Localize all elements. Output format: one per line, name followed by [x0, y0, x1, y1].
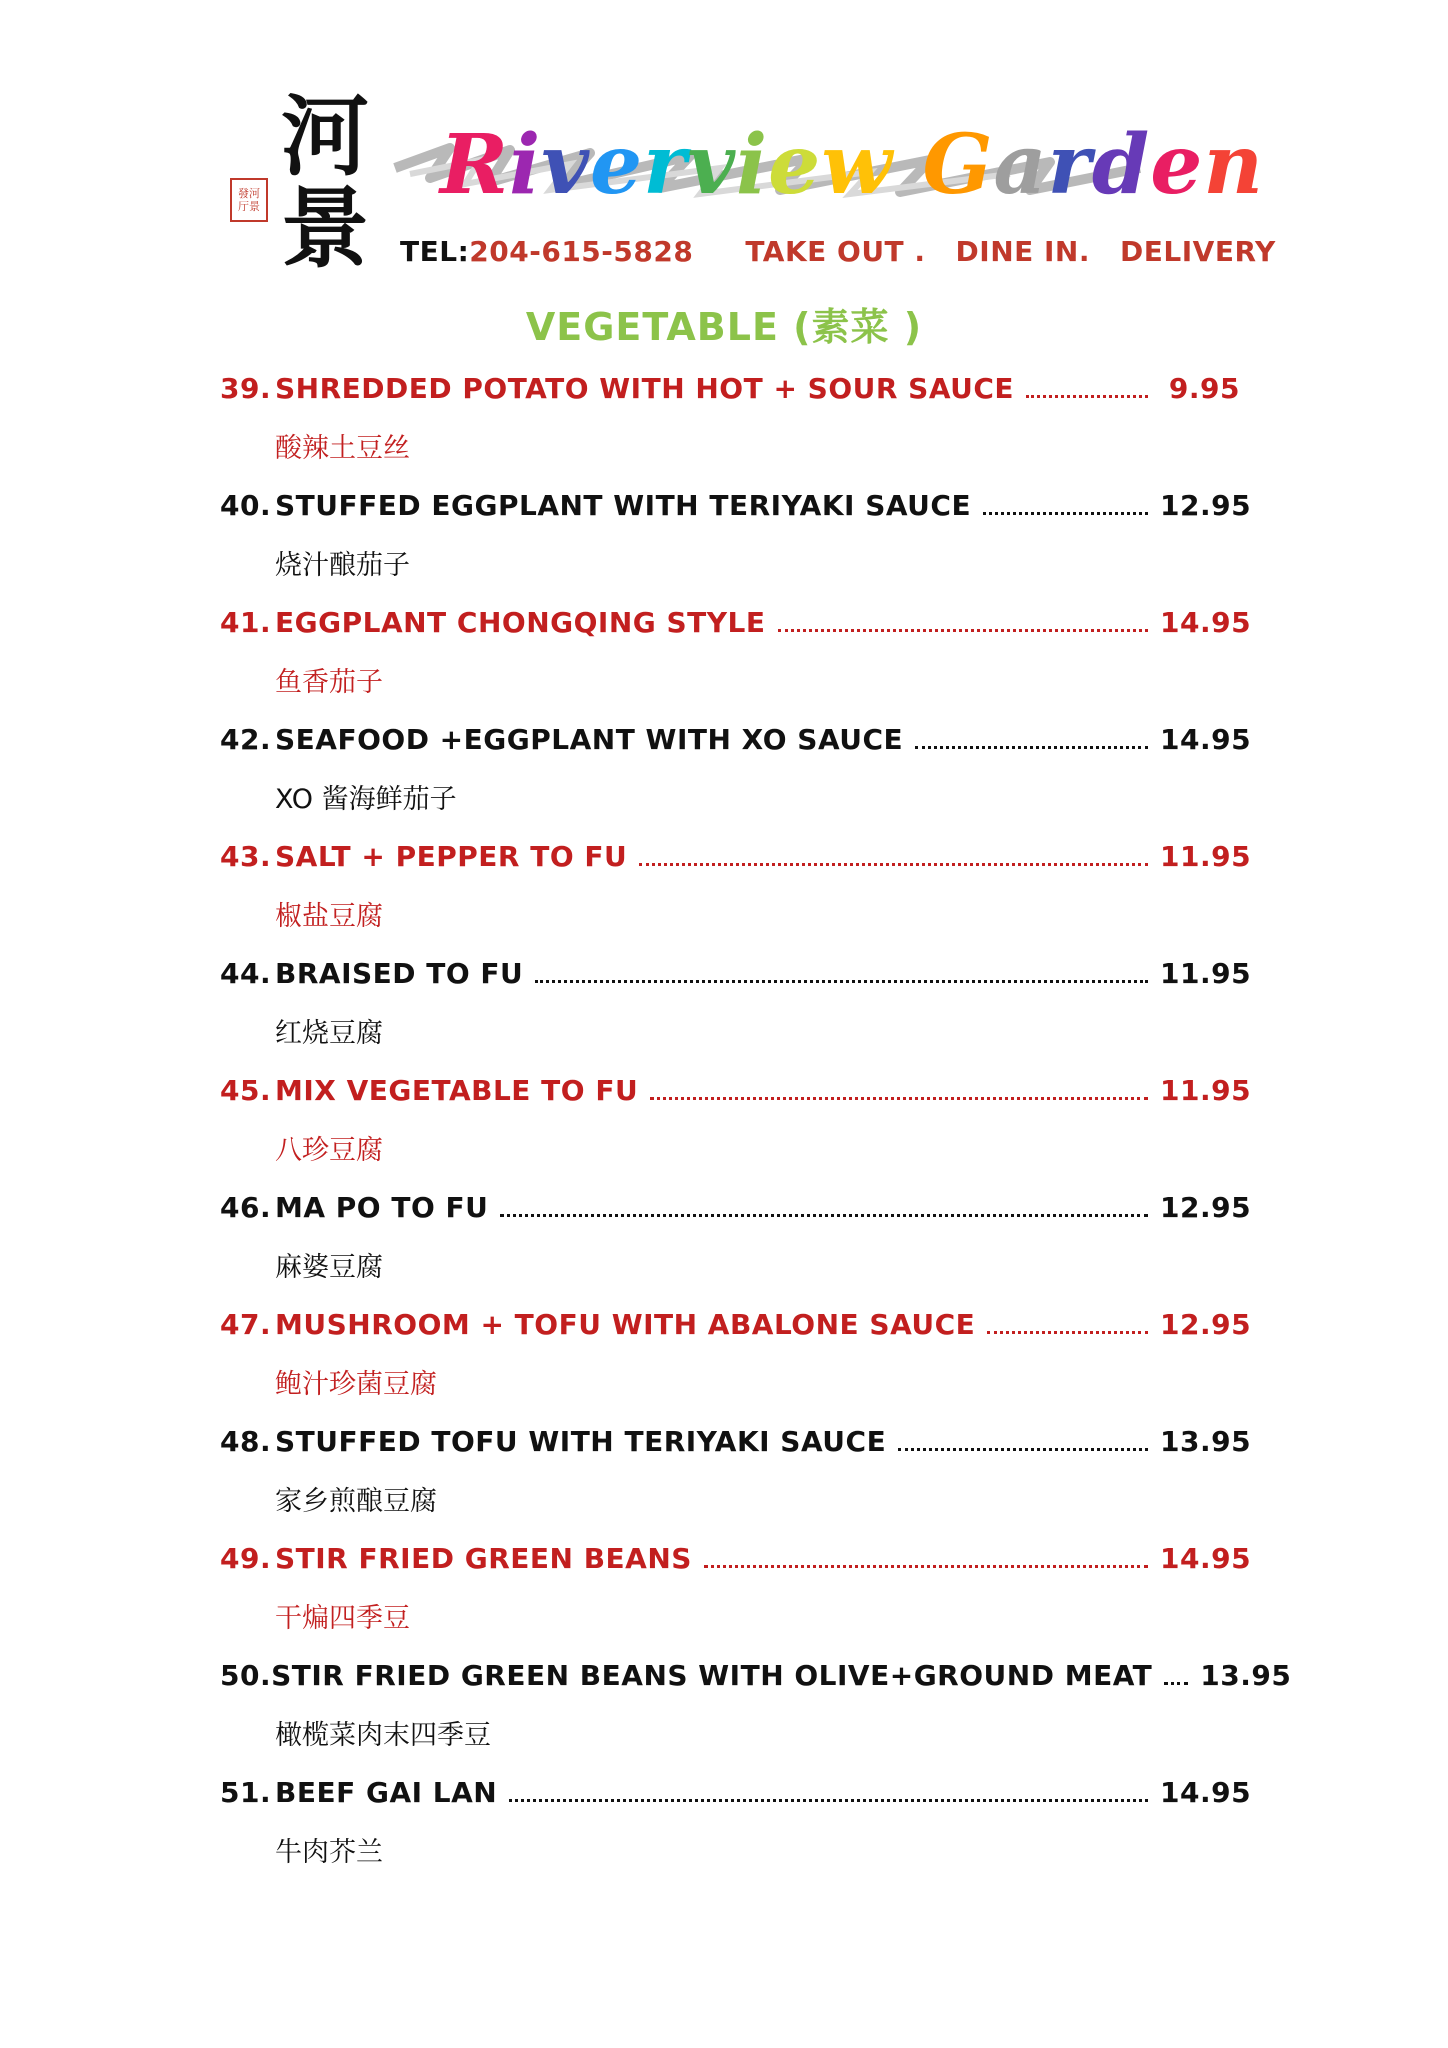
menu-item[interactable] [220, 372, 1240, 489]
brand-letter: w [821, 117, 893, 213]
menu-item-line [220, 840, 1252, 880]
item-price: 12.95 [1160, 1191, 1252, 1224]
item-chinese-name: XO 酱海鲜茄子 [275, 784, 457, 815]
brand-letter: i [509, 117, 542, 213]
item-number: 50. [220, 1659, 272, 1692]
item-price: 13.95 [1200, 1659, 1292, 1692]
item-chinese-name: 八珍豆腐 [275, 1135, 383, 1166]
dot-leader [898, 1448, 1148, 1451]
brand-letter: v [687, 117, 736, 213]
item-name: STUFFED EGGPLANT WITH TERIYAKI SAUCE [275, 489, 972, 522]
brand-logo [390, 110, 1264, 220]
item-price: 11.95 [1160, 957, 1252, 990]
menu-item-line [220, 1074, 1252, 1114]
item-number: 43. [220, 840, 272, 873]
menu-item-line [220, 723, 1252, 763]
menu-item-line [220, 1542, 1252, 1582]
menu-item[interactable] [220, 723, 1252, 840]
brand-letter: e [768, 117, 822, 213]
brand-letter: a [993, 117, 1048, 213]
dot-leader [639, 863, 1148, 866]
dot-leader [704, 1565, 1148, 1568]
item-name: STUFFED TOFU WITH TERIYAKI SAUCE [275, 1425, 887, 1458]
item-name: MIX VEGETABLE TO FU [275, 1074, 639, 1107]
dot-leader [778, 629, 1148, 632]
item-chinese-name: 麻婆豆腐 [275, 1252, 383, 1283]
item-chinese-name: 烧汁酿茄子 [275, 550, 410, 581]
section-title: VEGETABLE (素菜 ) [525, 305, 923, 349]
menu-item-line [220, 1425, 1252, 1465]
brand-letter: d [1091, 117, 1151, 213]
item-number: 47. [220, 1308, 272, 1341]
dot-leader [650, 1097, 1148, 1100]
menu-item-line [220, 372, 1240, 412]
menu-item-line [220, 489, 1252, 529]
item-price: 13.95 [1160, 1425, 1252, 1458]
menu-item[interactable] [220, 840, 1252, 957]
menu-item[interactable] [220, 1308, 1252, 1425]
item-name: SEAFOOD +EGGPLANT WITH XO SAUCE [275, 723, 904, 756]
item-chinese-name: 橄榄菜肉末四季豆 [275, 1720, 491, 1751]
dot-leader [535, 980, 1148, 983]
item-number: 44. [220, 957, 272, 990]
dot-leader [1164, 1682, 1188, 1685]
item-price: 14.95 [1160, 1542, 1252, 1575]
menu-item[interactable] [220, 1776, 1252, 1893]
item-price: 14.95 [1160, 723, 1252, 756]
item-chinese-name: 椒盐豆腐 [275, 901, 383, 932]
item-price: 14.95 [1160, 606, 1252, 639]
red-seal-stamp: 發河 厅景 [230, 178, 268, 222]
logo-char-2: 景 [280, 176, 365, 280]
contact-line [400, 235, 1276, 268]
item-number: 46. [220, 1191, 272, 1224]
item-name: MA PO TO FU [275, 1191, 489, 1224]
menu-header [230, 84, 1276, 290]
item-chinese-name: 酸辣土豆丝 [275, 433, 410, 464]
brand-letter: v [541, 117, 590, 213]
item-number: 51. [220, 1776, 272, 1809]
item-name: SHREDDED POTATO WITH HOT + SOUR SAUCE [275, 372, 1015, 405]
item-price: 12.95 [1160, 489, 1252, 522]
item-price: 14.95 [1160, 1776, 1252, 1809]
brand-letter: i [736, 117, 769, 213]
item-price: 9.95 [1168, 372, 1240, 405]
menu-item-line [220, 1308, 1252, 1348]
menu-item-line [220, 1776, 1252, 1816]
menu-item-line [220, 957, 1252, 997]
dot-leader [509, 1799, 1148, 1802]
menu-list [220, 372, 1292, 1893]
brand-name [440, 110, 1264, 220]
tel-number[interactable]: 204-615-5828 [469, 235, 694, 268]
menu-item[interactable] [220, 957, 1252, 1074]
dot-leader [1026, 395, 1148, 398]
item-chinese-name: 红烧豆腐 [275, 1018, 383, 1049]
item-price: 11.95 [1160, 1074, 1252, 1107]
item-price: 12.95 [1160, 1308, 1252, 1341]
menu-item[interactable] [220, 489, 1252, 606]
item-name: MUSHROOM + TOFU WITH ABALONE SAUCE [275, 1308, 976, 1341]
menu-item-line [220, 606, 1252, 646]
item-chinese-name: 鱼香茄子 [275, 667, 383, 698]
item-name: BRAISED TO FU [275, 957, 524, 990]
dot-leader [500, 1214, 1148, 1217]
item-name: BEEF GAI LAN [275, 1776, 498, 1809]
brand-letter [893, 110, 923, 220]
item-number: 39. [220, 372, 272, 405]
tel-label: TEL: [400, 235, 470, 268]
item-number: 41. [220, 606, 272, 639]
item-number: 48. [220, 1425, 272, 1458]
menu-item[interactable] [220, 1542, 1252, 1659]
brand-letter: e [1150, 117, 1204, 213]
menu-item-line [220, 1191, 1252, 1231]
item-chinese-name: 干煸四季豆 [275, 1603, 410, 1634]
menu-item-line [220, 1659, 1292, 1699]
brand-letter: G [922, 117, 994, 213]
brand-letter: e [589, 117, 644, 213]
menu-item[interactable] [220, 1659, 1292, 1776]
item-name: STIR FRIED GREEN BEANS [275, 1542, 692, 1575]
brand-letter: R [440, 117, 510, 213]
item-name: SALT + PEPPER TO FU [275, 840, 628, 873]
service-take-out: TAKE OUT . [745, 235, 926, 268]
item-name: STIR FRIED GREEN BEANS WITH OLIVE+GROUND MEAT [271, 1659, 1153, 1692]
brand-letter: r [1047, 117, 1092, 213]
service-delivery: DELIVERY [1120, 235, 1276, 268]
item-chinese-name: 牛肉芥兰 [275, 1837, 383, 1868]
menu-item[interactable] [220, 1074, 1252, 1191]
brand-letter: r [643, 117, 688, 213]
dot-leader [915, 746, 1148, 749]
brand-letter: n [1203, 117, 1264, 213]
item-price: 11.95 [1160, 840, 1252, 873]
dot-leader [983, 512, 1148, 515]
logo-char-1: 河 [280, 84, 365, 188]
menu-item[interactable] [220, 606, 1252, 723]
menu-item[interactable] [220, 1191, 1252, 1308]
service-dine-in: DINE IN. [955, 235, 1091, 268]
dot-leader [987, 1331, 1148, 1334]
item-chinese-name: 家乡煎酿豆腐 [275, 1486, 437, 1517]
item-number: 40. [220, 489, 272, 522]
menu-item[interactable] [220, 1425, 1252, 1542]
item-chinese-name: 鲍汁珍菌豆腐 [275, 1369, 437, 1400]
item-number: 42. [220, 723, 272, 756]
item-number: 45. [220, 1074, 272, 1107]
item-number: 49. [220, 1542, 272, 1575]
item-name: EGGPLANT CHONGQING STYLE [275, 606, 766, 639]
